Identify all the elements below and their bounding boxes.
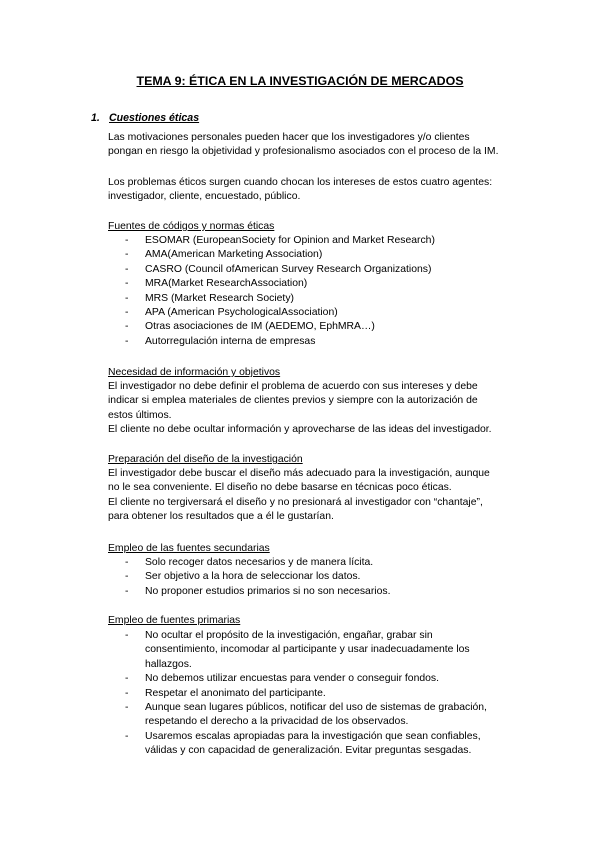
- dash-bullet-icon: -: [125, 702, 129, 714]
- dash-bullet-icon: -: [125, 585, 129, 597]
- paragraph-line: estos últimos.: [108, 409, 172, 421]
- subsection-heading-secundarias: Empleo de las fuentes secundarias: [108, 543, 270, 554]
- dash-bullet-icon: -: [125, 571, 129, 583]
- list-item: [125, 306, 435, 320]
- paragraph-line: El cliente no debe ocultar información y aprovecharse de las ideas del investigador.: [108, 424, 492, 436]
- secundarias-list: [125, 556, 390, 599]
- list-item: [125, 277, 435, 291]
- dash-bullet-icon: -: [125, 630, 129, 641]
- list-item: [125, 335, 435, 349]
- list-item-text: ESOMAR (EuropeanSociety for Opinion and Market Research): [145, 235, 435, 246]
- dash-bullet-icon: -: [125, 307, 129, 319]
- list-item-text: Otras asociaciones de IM (AEDEMO, EphMRA…): [145, 321, 375, 333]
- dash-bullet-icon: -: [125, 263, 129, 275]
- dash-bullet-icon: -: [125, 292, 129, 304]
- dash-bullet-icon: -: [125, 673, 129, 685]
- section-number: 1.: [91, 112, 100, 124]
- page-title: TEMA 9: ÉTICA EN LA INVESTIGACIÓN DE MERCADOS: [136, 74, 464, 88]
- subsection-heading-necesidad: Necesidad de información y objetivos: [108, 367, 281, 378]
- diseno-paragraph: [108, 467, 490, 525]
- subsection-heading-diseno: Preparación del diseño de la investigación: [108, 454, 303, 465]
- list-item-text: Usaremos escalas apropiadas para la investigación que sean confiables,: [145, 730, 481, 742]
- list-item-text: APA (American PsychologicalAssociation): [145, 307, 338, 319]
- dash-bullet-icon: -: [125, 321, 129, 333]
- list-item: [125, 672, 487, 686]
- list-item: [125, 570, 390, 584]
- list-item-text: MRS (Market Research Society): [145, 292, 294, 304]
- paragraph-line: El investigador debe buscar el diseño más adecuado para la investigación, aunque: [108, 468, 490, 479]
- dash-bullet-icon: -: [125, 730, 129, 742]
- paragraph-line: no le sea conveniente. El diseño no debe basarse en técnicas poco éticas.: [108, 482, 452, 494]
- list-item-text: No debemos utilizar encuestas para vender o conseguir fondos.: [145, 673, 439, 685]
- subsection-heading-primarias: Empleo de fuentes primarias: [108, 615, 241, 626]
- dash-bullet-icon: -: [125, 687, 129, 699]
- list-item-text: No proponer estudios primarios si no son necesarios.: [145, 585, 391, 597]
- list-item-text: CASRO (Council ofAmerican Survey Research Organizations): [145, 263, 432, 275]
- paragraph-line: investigador, cliente, encuestado, público.: [108, 191, 301, 203]
- list-item-text: AMA(American Marketing Association): [145, 249, 323, 261]
- list-item: [125, 248, 435, 262]
- list-item-text: Solo recoger datos necesarios y de manera lícita.: [145, 557, 374, 568]
- paragraph-line: indicar si emplea materiales de clientes previos y siempre con la autorización de: [108, 395, 478, 407]
- dash-bullet-icon: -: [125, 335, 129, 347]
- primarias-list: [125, 629, 487, 759]
- list-item-text: Autorregulación interna de empresas: [145, 335, 316, 347]
- list-item: [125, 234, 435, 248]
- list-item-text: Ser objetivo a la hora de seleccionar los datos.: [145, 571, 361, 583]
- intro-paragraph-1: [108, 131, 498, 160]
- list-item: [125, 320, 435, 334]
- paragraph-line: Los problemas éticos surgen cuando chocan los intereses de estos cuatro agentes:: [108, 177, 493, 188]
- list-item: [125, 556, 390, 570]
- list-item: [125, 263, 435, 277]
- paragraph-line: El investigador no debe definir el problema de acuerdo con sus intereses y debe: [108, 381, 478, 392]
- list-item-text: consentimiento, incomodar al participante y usar inadecuadamente los: [145, 644, 470, 656]
- list-item: [125, 701, 487, 730]
- paragraph-line: El cliente no tergiversará el diseño y no presionará al investigador con “chantaje”,: [108, 496, 483, 508]
- list-item: [125, 730, 487, 759]
- necesidad-paragraph: [108, 380, 492, 438]
- list-item: [125, 629, 487, 672]
- list-item-text: Aunque sean lugares públicos, notificar del uso de sistemas de grabación,: [145, 702, 487, 714]
- paragraph-line: Las motivaciones personales pueden hacer que los investigadores y/o clientes: [108, 132, 470, 143]
- dash-bullet-icon: -: [125, 557, 129, 568]
- paragraph-line: pongan en riesgo la objetividad y profesionalismo asociados con el proceso de la IM.: [108, 146, 499, 158]
- subsection-heading-fuentes: Fuentes de códigos y normas éticas: [108, 221, 275, 232]
- intro-paragraph-2: [108, 176, 492, 205]
- section-title: Cuestiones éticas: [109, 112, 200, 124]
- paragraph-line: para obtener los resultados que a él le gustarían.: [108, 511, 334, 523]
- dash-bullet-icon: -: [125, 235, 129, 246]
- section-heading: [91, 111, 199, 125]
- fuentes-list: [125, 234, 435, 349]
- list-item: [125, 585, 390, 599]
- list-item: [125, 292, 435, 306]
- list-item-text: respetando el derecho a la privacidad de los observados.: [145, 716, 409, 728]
- dash-bullet-icon: -: [125, 278, 129, 290]
- list-item: [125, 687, 487, 701]
- list-item-text: MRA(Market ResearchAssociation): [145, 278, 308, 290]
- list-item-text: Respetar el anonimato del participante.: [145, 687, 326, 699]
- list-item-text: válidas y con capacidad de generalización. Evitar preguntas sesgadas.: [145, 745, 472, 757]
- list-item-text: No ocultar el propósito de la investigación, engañar, grabar sin: [145, 630, 433, 641]
- list-item-text: hallazgos.: [145, 658, 192, 670]
- dash-bullet-icon: -: [125, 249, 129, 261]
